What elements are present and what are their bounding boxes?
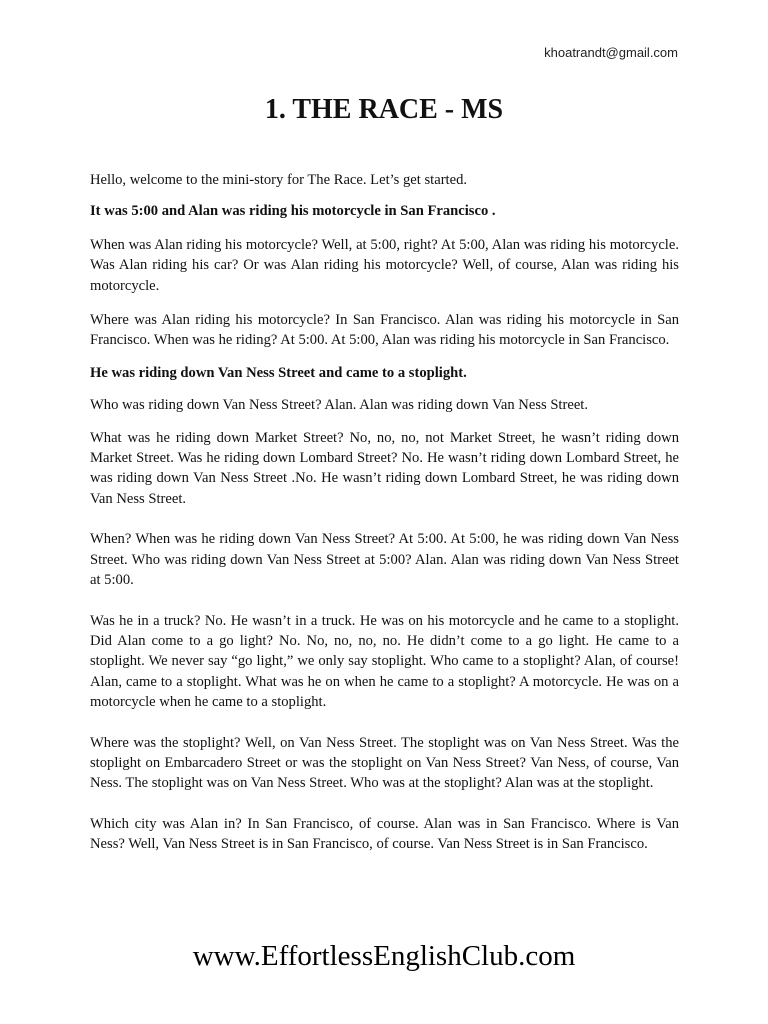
story-body xyxy=(90,170,679,855)
intro-paragraph: Hello, welcome to the mini-story for The Race. Let’s get started. xyxy=(90,172,468,188)
story-sentence-1: It was 5:00 and Alan was riding his motorcycle in San Francisco . xyxy=(90,203,496,220)
story-paragraph: Where was the stoplight? Well, on Van Ness Street. The stoplight was on Van Ness Street. Was the stoplight on Embarcadero Street or was the stoplight on Van Ness Street? Van Ness, of course, Van Ness. The stoplight was on Van Ness Street. Who was at the stoplight? Alan was at the stoplight. xyxy=(90,734,679,792)
document-title: 1. THE RACE - MS xyxy=(264,94,504,125)
story-paragraph: What was he riding down Market Street? No, no, no, not Market Street, he wasn’t riding down Market Street. Was he riding down Lombard Street? No. He wasn’t riding down Lombard Street, he was riding down Van Ness Street .No. He wasn’t riding down Lombard Street, he was riding down Van Ness Street. xyxy=(90,429,679,507)
story-paragraph: Which city was Alan in? In San Francisco, of course. Alan was in San Francisco. Where is Van Ness? Well, Van Ness Street is in San Francisco, of course. Van Ness Street is in San Francisco. xyxy=(90,815,679,853)
story-paragraph: Where was Alan riding his motorcycle? In San Francisco. Alan was riding his motorcycle in San Francisco. When was he riding? At 5:00. At 5:00, Alan was riding his motorcycle in San Francisco. xyxy=(90,312,679,349)
website-url: www.EffortlessEnglishClub.com xyxy=(192,940,576,972)
author-email: khoatrandt@gmail.com xyxy=(544,45,678,60)
story-paragraph: When was Alan riding his motorcycle? Well, at 5:00, right? At 5:00, Alan was riding his motorcycle. Was Alan riding his car? Or was Alan riding his motorcycle? Well, of course, Alan was riding his motorcycle. xyxy=(90,236,679,294)
story-paragraph: Was he in a truck? No. He wasn’t in a truck. He was on his motorcycle and he came to a stoplight. Did Alan come to a go light? No. No, no, no, no. He didn’t come to a go light. He came to a stoplight. We never say “go light,” we only say stoplight. Who came to a stoplight? Alan, of course! Alan, came to a stoplight. What was he on when he came to a stoplight? A motorcycle. He was on a motorcycle when he came to a stoplight. xyxy=(90,612,679,711)
story-paragraph: When? When was he riding down Van Ness Street? At 5:00. At 5:00, he was riding down Van Ness Street. Who was riding down Van Ness Street at 5:00? Alan. Alan was riding down Van Ness Street at 5:00. xyxy=(90,531,679,589)
story-sentence-2: He was riding down Van Ness Street and came to a stoplight. xyxy=(90,364,467,381)
story-paragraph: Who was riding down Van Ness Street? Alan. Alan was riding down Van Ness Street. xyxy=(90,397,589,414)
